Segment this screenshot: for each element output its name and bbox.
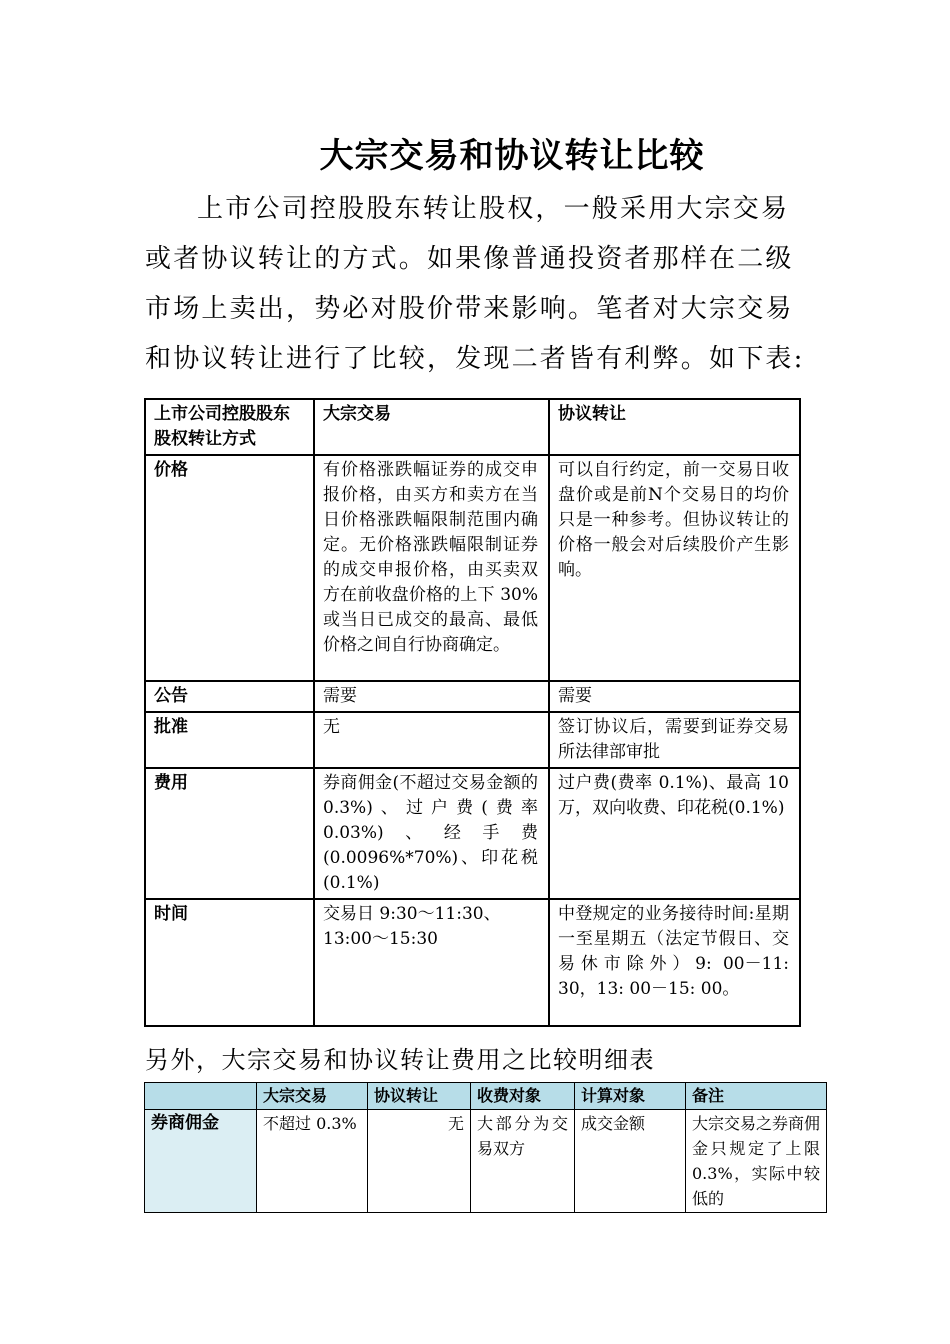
cell-agreement-commission: 无: [368, 1110, 471, 1213]
cell-block-announcement: 需要: [314, 681, 549, 712]
table-header-row: [145, 1083, 827, 1110]
header-method: 上市公司控股股东股权转让方式: [145, 399, 314, 455]
cell-block-price: 有价格涨跌幅证券的成交申报价格，由买方和卖方在当日价格涨跌幅限制范围内确定。无价格涨跌幅限制证券的成交申报价格，由买卖双方在前收盘价格的上下 30%或当日已成交的最高、最低价格之间自行协商确定。: [314, 455, 549, 681]
table-row: [145, 681, 800, 712]
table-row: [145, 899, 800, 1026]
fee-table-heading: 另外，大宗交易和协议转让费用之比较明细表: [145, 1046, 655, 1074]
header-payer: 收费对象: [471, 1083, 575, 1110]
header-empty: [145, 1083, 257, 1110]
header-note: 备注: [686, 1083, 827, 1110]
page-title: 大宗交易和协议转让比较: [319, 136, 705, 176]
cell-agreement-price: 可以自行约定，前一交易日收盘价或是前N个交易日的均价只是一种参考。但协议转让的价格一般会对后续股价产生影响。: [549, 455, 800, 681]
cell-agreement-time: 中登规定的业务接待时间:星期一至星期五（法定节假日、交易休市除外）9: 00－11: 30，13: 00－15: 00。: [549, 899, 800, 1026]
fee-detail-table: [144, 1082, 827, 1213]
header-agreement-transfer: 协议转让: [368, 1083, 471, 1110]
cell-block-commission: 不超过 0.3%: [257, 1110, 368, 1213]
cell-block-time: 交易日 9:30～11:30、13:00～15:30: [314, 899, 549, 1026]
cell-agreement-approval: 签订协议后，需要到证券交易所法律部审批: [549, 712, 800, 768]
table-row: [145, 768, 800, 899]
cell-block-approval: 无: [314, 712, 549, 768]
cell-note-commission: 大宗交易之券商佣金只规定了上限 0.3%，实际中较低的: [686, 1110, 827, 1213]
table-row: [145, 1110, 827, 1213]
cell-basis-commission: 成交金额: [575, 1110, 686, 1213]
row-label-price: 价格: [145, 455, 314, 681]
comparison-table: [144, 398, 801, 1027]
header-basis: 计算对象: [575, 1083, 686, 1110]
header-agreement-transfer: 协议转让: [549, 399, 800, 455]
row-label-approval: 批准: [145, 712, 314, 768]
row-label-fees: 费用: [145, 768, 314, 899]
header-block-trade: 大宗交易: [257, 1083, 368, 1110]
intro-text: 上市公司控股股东转让股权，一般采用大宗交易或者协议转让的方式。如果像普通投资者那样在二级市场上卖出，势必对股价带来影响。笔者对大宗交易和协议转让进行了比较，发现二者皆有利弊。如下表:: [145, 194, 805, 374]
cell-agreement-announcement: 需要: [549, 681, 800, 712]
cell-agreement-fees: 过户费(费率 0.1%)、最高 10万，双向收费、印花税(0.1%): [549, 768, 800, 899]
row-label-time: 时间: [145, 899, 314, 1026]
row-label-commission: 券商佣金: [145, 1110, 257, 1213]
header-block-trade: 大宗交易: [314, 399, 549, 455]
cell-block-fees: 券商佣金(不超过交易金额的 0.3%)、过户费(费率 0.03%)、经手费(0.0096%*70%)、印花税(0.1%): [314, 768, 549, 899]
cell-payer-commission: 大部分为交易双方: [471, 1110, 575, 1213]
intro-paragraph: [145, 184, 807, 384]
table-row: [145, 712, 800, 768]
table-header-row: [145, 399, 800, 455]
table-row: [145, 455, 800, 681]
row-label-announcement: 公告: [145, 681, 314, 712]
